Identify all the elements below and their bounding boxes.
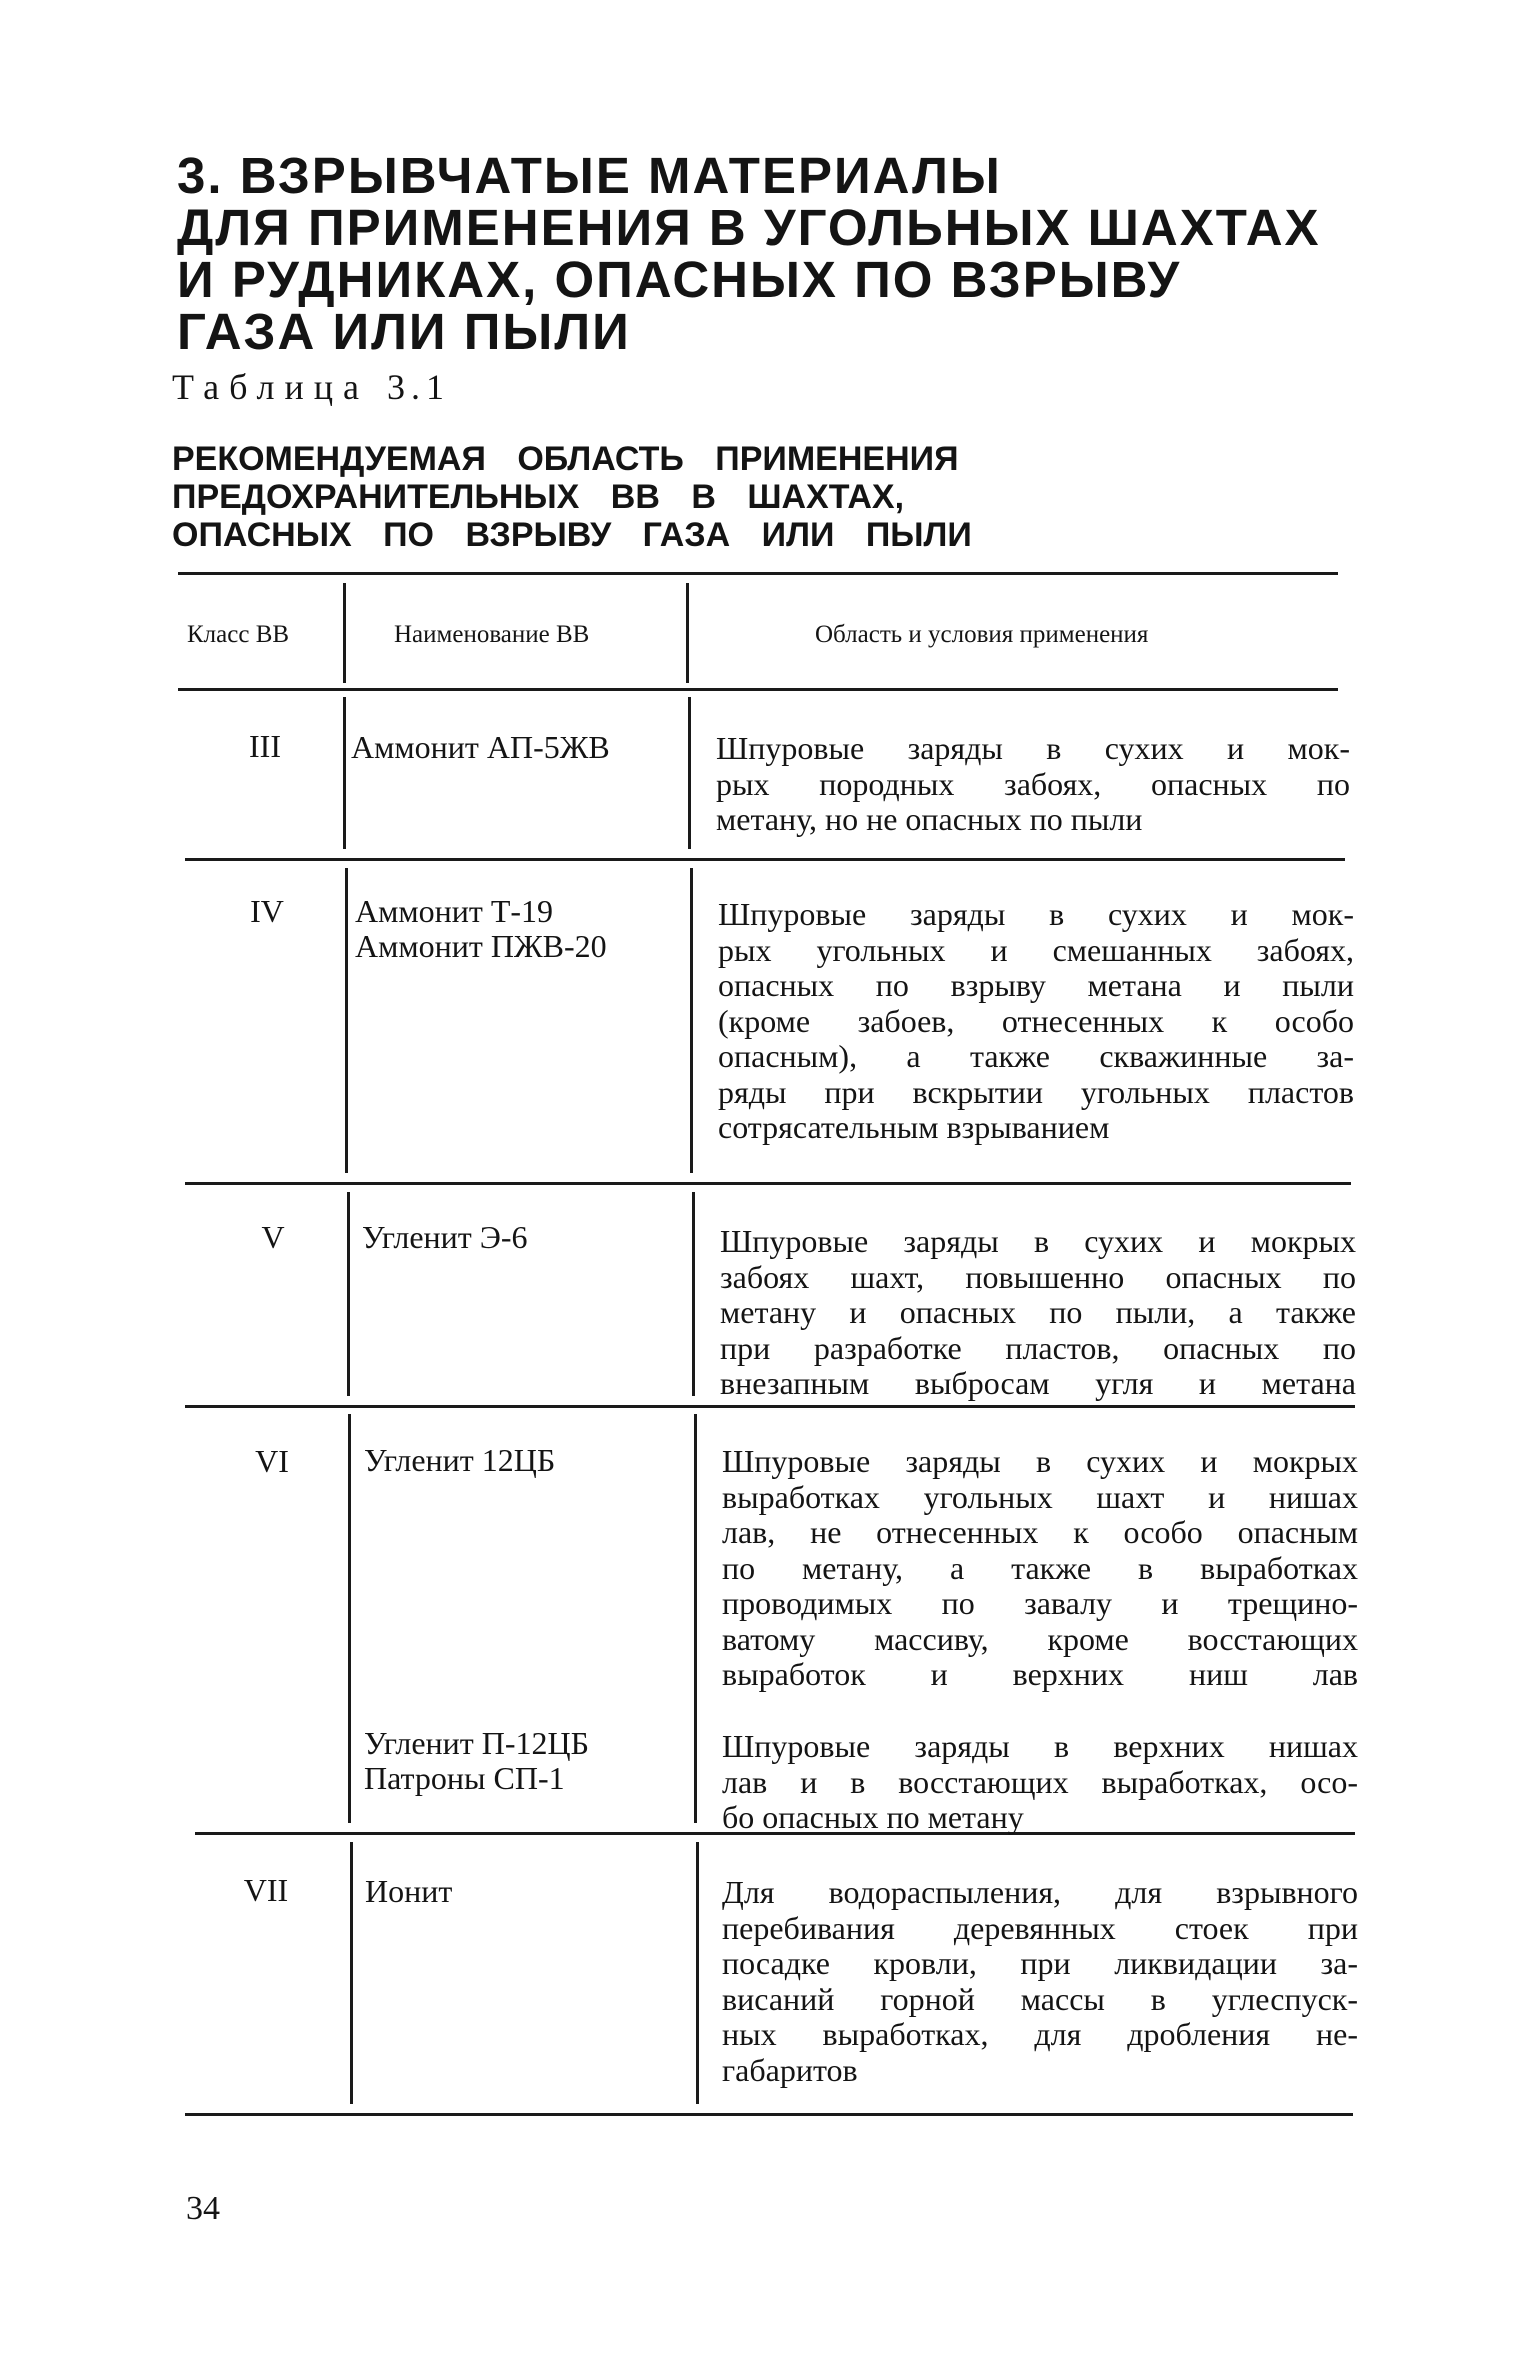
column-separator	[348, 1414, 351, 1823]
column-separator	[350, 1842, 353, 2104]
table-caption	[172, 440, 1322, 554]
table-header-rule	[178, 688, 1338, 691]
table-label-word: Таблица	[172, 367, 369, 407]
application-conditions	[716, 731, 1350, 838]
table-top-rule	[178, 572, 1338, 575]
conditions-line: посадке кровли, при ликвидации за-	[722, 1945, 1358, 1981]
conditions-line: висаний горной массы в углеспуск-	[722, 1980, 1358, 2017]
conditions-line: рых породных забоях, опасных по	[716, 765, 1350, 802]
section-title	[177, 147, 1321, 360]
application-conditions	[718, 897, 1354, 1146]
conditions-line: выработок и верхних ниш лав	[722, 1656, 1358, 1692]
row-class: III	[249, 728, 281, 764]
row-class: VI	[255, 1443, 289, 1479]
column-separator	[343, 697, 346, 849]
conditions-line: габаритов	[722, 2051, 858, 2088]
conditions-line: Шпуровые заряды в сухих и мокрых	[720, 1223, 1356, 1259]
header-conditions: Область и условия применения	[815, 621, 1149, 648]
row-class: VII	[243, 1872, 289, 1908]
column-separator	[343, 583, 346, 683]
explosive-name-line: Аммонит ПЖВ-20	[355, 928, 607, 964]
explosive-name	[365, 1874, 452, 1909]
explosive-name-line: Аммонит Т-19	[355, 893, 554, 929]
conditions-line: рых угольных и смешанных забоях,	[718, 931, 1354, 968]
application-conditions	[722, 1875, 1358, 2088]
conditions-line: забоях шахт, повышенно опасных по	[720, 1258, 1356, 1295]
explosive-name-line: Аммонит АП-5ЖВ	[351, 729, 610, 765]
conditions-line: лав, не отнесенных к особо опасным	[722, 1514, 1358, 1550]
table-label-number: 3.1	[386, 367, 450, 407]
conditions-line: метану и опасных по пыли, а также	[720, 1294, 1356, 1330]
table-caption-line: ОПАСНЫХ ПО ВЗРЫВУ ГАЗА ИЛИ ПЫЛИ	[172, 516, 972, 554]
section-title-line: И РУДНИКАХ, ОПАСНЫХ ПО ВЗРЫВУ	[177, 251, 1182, 308]
conditions-line: ватому массиву, кроме восстающих	[722, 1620, 1358, 1657]
section-title-line: ДЛЯ ПРИМЕНЕНИЯ В УГОЛЬНЫХ ШАХТАХ	[177, 199, 1321, 256]
conditions-line: сотрясательным взрыванием	[718, 1109, 1110, 1145]
conditions-line: перебивания деревянных стоек при	[722, 1909, 1358, 1946]
conditions-line: лав и в восстающих выработках, осо-	[722, 1763, 1358, 1800]
explosive-name	[362, 1220, 528, 1255]
column-separator	[696, 1842, 699, 2104]
row-class: IV	[250, 893, 284, 929]
conditions-line: по метану, а также в выработках	[722, 1549, 1358, 1586]
conditions-line: Шпуровые заряды в сухих и мок-	[718, 896, 1354, 932]
column-separator	[690, 868, 693, 1173]
column-separator	[694, 1414, 697, 1823]
table-caption-line: РЕКОМЕНДУЕМАЯ ОБЛАСТЬ ПРИМЕНЕНИЯ	[172, 440, 959, 478]
conditions-line: ных выработках, для дробления не-	[722, 2016, 1358, 2052]
column-separator	[347, 1192, 350, 1396]
explosive-name-line: Ионит	[365, 1873, 453, 1909]
conditions-line: внезапным выбросам угля и метана	[720, 1365, 1356, 1401]
explosive-name	[351, 730, 610, 765]
application-conditions	[722, 1444, 1358, 1693]
row-class: V	[261, 1219, 285, 1255]
header-name: Наименование ВВ	[394, 621, 590, 648]
column-separator	[345, 868, 348, 1173]
explosive-name-line: Патроны СП-1	[364, 1760, 565, 1796]
conditions-line: выработках угольных шахт и нишах	[722, 1478, 1358, 1515]
column-separator	[688, 697, 691, 849]
conditions-line: (кроме забоев, отнесенных к особо	[718, 1002, 1354, 1039]
column-separator	[686, 583, 689, 683]
conditions-line: ряды при вскрытии угольных пластов	[718, 1073, 1354, 1110]
header-class: Класс ВВ	[187, 621, 290, 648]
row-divider	[185, 1182, 1351, 1185]
section-title-line: ГАЗА ИЛИ ПЫЛИ	[177, 303, 631, 360]
page-number: 34	[186, 2190, 220, 2227]
row-divider	[185, 1405, 1355, 1408]
conditions-line: опасным), а также скважинные за-	[718, 1038, 1354, 1074]
conditions-line: бо опасных по метану	[722, 1799, 1024, 1835]
table-label	[172, 366, 450, 408]
conditions-line: опасных по взрыву метана и пыли	[718, 967, 1354, 1003]
conditions-line: Для водораспыления, для взрывного	[722, 1874, 1358, 1910]
conditions-line: Шпуровые заряды в сухих и мок-	[716, 730, 1350, 766]
explosive-name	[364, 1726, 589, 1796]
row-divider	[185, 858, 1345, 861]
application-conditions	[720, 1224, 1356, 1402]
table-caption-line: ПРЕДОХРАНИТЕЛЬНЫХ ВВ В ШАХТАХ,	[172, 478, 905, 516]
explosive-name	[355, 894, 607, 964]
conditions-line: проводимых по завалу и трещино-	[722, 1585, 1358, 1621]
explosive-name-line: Угленит Э-6	[362, 1219, 528, 1255]
conditions-line: Шпуровые заряды в сухих и мокрых	[722, 1443, 1358, 1479]
conditions-line: метану, но не опасных по пыли	[716, 801, 1143, 837]
explosive-name-line: Угленит 12ЦБ	[364, 1442, 556, 1478]
conditions-line: Шпуровые заряды в верхних нишах	[722, 1728, 1358, 1764]
column-separator	[692, 1192, 695, 1396]
application-conditions	[722, 1729, 1358, 1836]
table-bottom-rule	[185, 2113, 1353, 2116]
explosive-name	[364, 1443, 555, 1478]
explosive-name-line: Угленит П-12ЦБ	[364, 1725, 589, 1761]
conditions-line: при разработке пластов, опасных по	[720, 1329, 1356, 1366]
section-title-line: 3. ВЗРЫВЧАТЫЕ МАТЕРИАЛЫ	[177, 147, 1002, 204]
